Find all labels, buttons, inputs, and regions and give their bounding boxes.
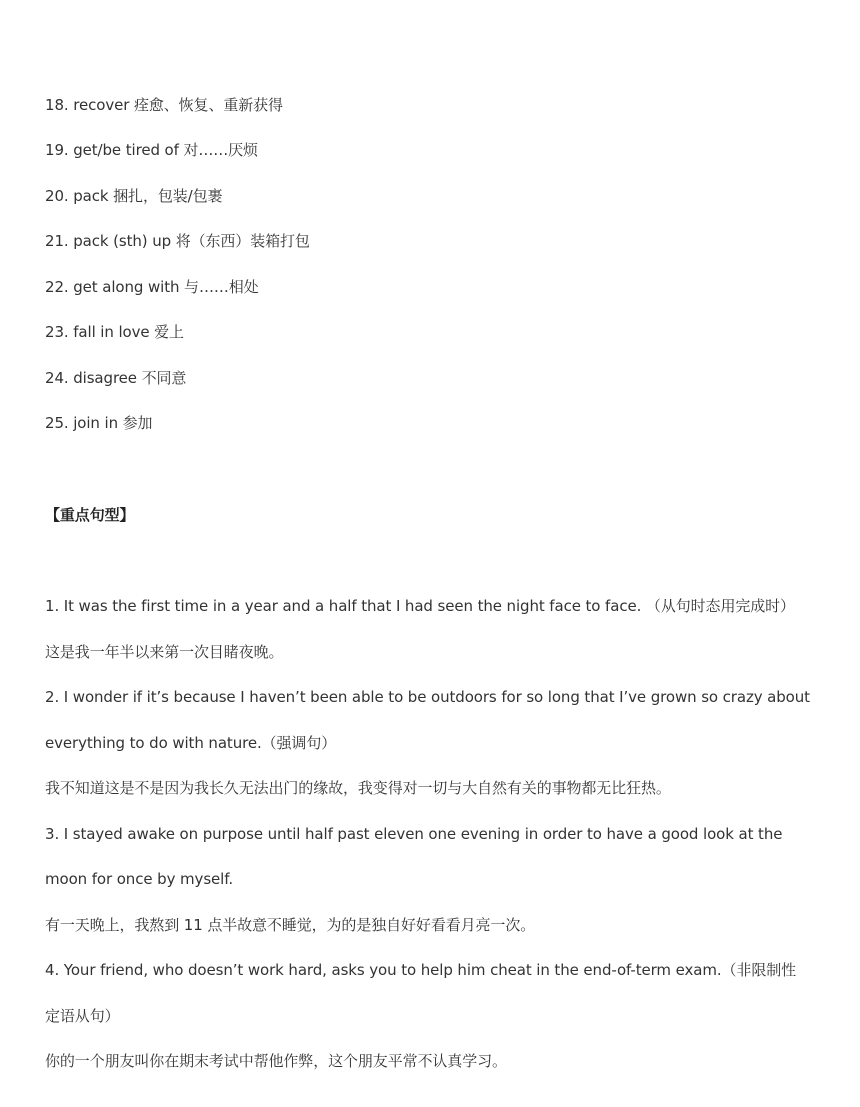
- sentence-line: 这是我一年半以来第一次目睹夜晚。: [45, 643, 284, 661]
- sentence-line: 1. It was the first time in a year and a half that I had seen the night face to face. （从句时态用完成时）: [45, 597, 795, 615]
- sentence-line: 3. I stayed awake on purpose until half past eleven one evening in order to have a good look at the: [45, 825, 783, 843]
- sentence-line: moon for once by myself.: [45, 870, 233, 888]
- vocab-item: 19. get/be tired of 对……厌烦: [45, 141, 258, 159]
- vocab-item: 21. pack (sth) up 将（东西）装箱打包: [45, 232, 310, 250]
- sentence-line: 2. I wonder if it’s because I haven’t been able to be outdoors for so long that I’ve grown so crazy about: [45, 688, 810, 706]
- vocab-item: 18. recover 痊愈、恢复、重新获得: [45, 96, 283, 114]
- sentence-line: 你的一个朋友叫你在期末考试中帮他作弊，这个朋友平常不认真学习。: [45, 1052, 507, 1070]
- sentence-line: everything to do with nature.（强调句）: [45, 734, 337, 752]
- sentence-line: 我不知道这是不是因为我长久无法出门的缘故，我变得对一切与大自然有关的事物都无比狂热。: [45, 779, 671, 797]
- vocab-item: 24. disagree 不同意: [45, 369, 187, 387]
- vocab-item: 20. pack 捆扎，包装/包裹: [45, 187, 223, 205]
- vocab-item: 25. join in 参加: [45, 414, 153, 432]
- sentence-line: 4. Your friend, who doesn’t work hard, asks you to help him cheat in the end-of-term exam.（非限制性: [45, 961, 797, 979]
- vocab-item: 22. get along with 与……相处: [45, 278, 259, 296]
- section-heading: 【重点句型】: [45, 506, 135, 524]
- vocab-item: 23. fall in love 爱上: [45, 323, 184, 341]
- sentence-line: 有一天晚上，我熬到 11 点半故意不睡觉，为的是独自好好看看月亮一次。: [45, 916, 536, 934]
- sentence-line: 定语从句）: [45, 1007, 120, 1025]
